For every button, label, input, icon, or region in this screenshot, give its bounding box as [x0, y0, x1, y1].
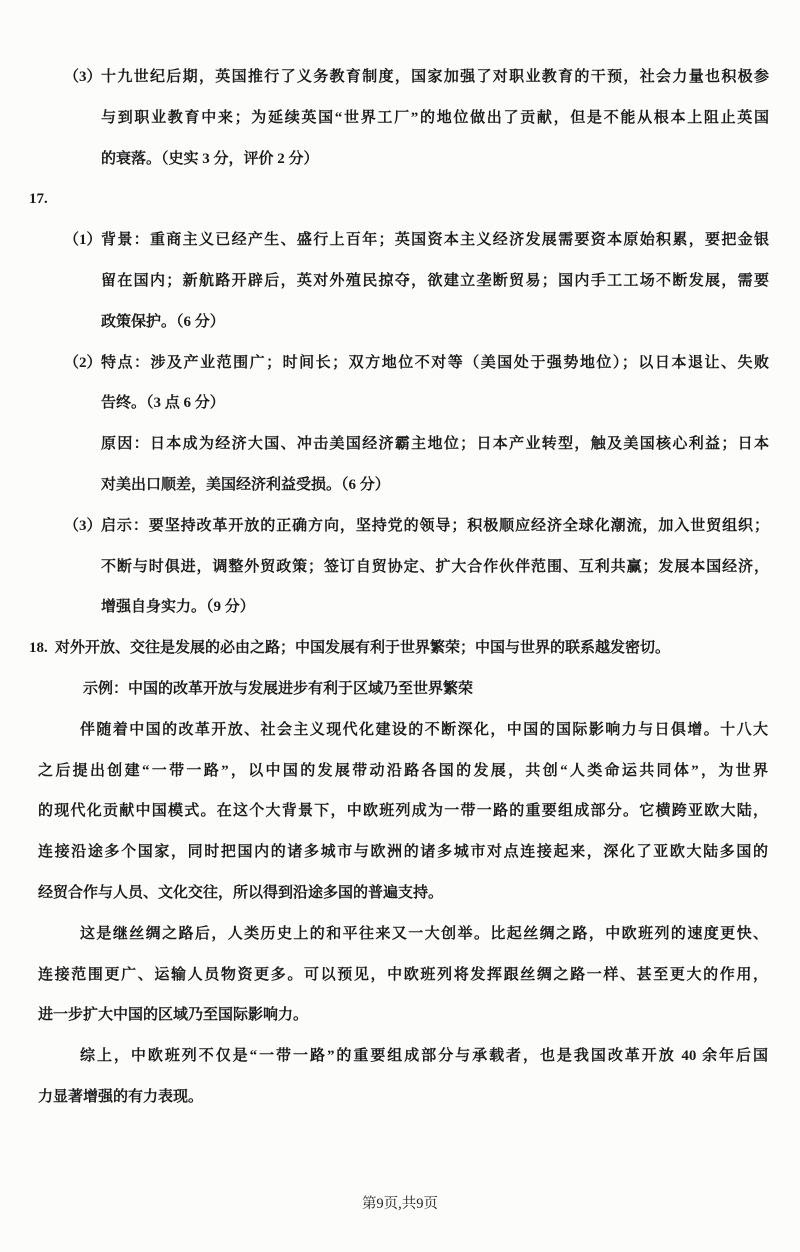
page-footer: [0, 1192, 800, 1213]
answer-line: 与到职业教育中来；为延续英国“世界工厂”的地位做出了贡献，但是不能从根本上阻止英国: [101, 109, 769, 126]
answer-18-example: 示例：中国的改革开放与发展进步有利于区域乃至世界繁荣: [83, 680, 474, 697]
answer-line: 增强自身实力。（9 分）: [101, 599, 255, 616]
essay-line: 这是继丝绸之路后，人类历史上的和平往来又一大创举。比起丝绸之路，中欧班列的速度更快、: [80, 925, 768, 942]
essay-line: 经贸合作与人员、文化交往，所以得到沿途多国的普遍支持。: [38, 884, 444, 901]
question-18-number: 18.: [29, 640, 48, 657]
essay-line: 进一步扩大中国的区域乃至国际影响力。: [38, 1007, 309, 1024]
question-17-number: 17.: [29, 191, 48, 208]
essay-line: 力显著增强的有力表现。: [38, 1088, 204, 1105]
answer-line: 启示：要坚持改革开放的正确方向，坚持党的领导；积极顺应经济全球化潮流，加入世贸组织；: [101, 517, 769, 534]
answer-line: 留在国内；新航路开辟后，英对外殖民掠夺，欲建立垄断贸易；国内手工工场不断发展，需要: [101, 272, 769, 289]
essay-line: 伴随着中国的改革开放、社会主义现代化建设的不断深化，中国的国际影响力与日俱增。十八大: [80, 721, 768, 738]
answer-line: 告终。（3 点 6 分）: [101, 395, 225, 412]
essay-line: 连接沿途多个国家，同时把国内的诸多城市与欧洲的诸多城市对点连接起来，深化了亚欧大陆多国的: [38, 844, 768, 861]
part-marker: （2）: [64, 354, 102, 371]
answer-line: 不断与时俱进，调整外贸政策；签订自贸协定、扩大合作伙伴范围、互利共赢；发展本国经济，: [101, 558, 769, 575]
answer-line: 特点：涉及产业范围广；时间长；双方地位不对等（美国处于强势地位）；以日本退让、失败: [101, 354, 769, 371]
part-marker: （1）: [64, 232, 102, 249]
answer-17-part-1: [64, 220, 769, 342]
answer-16-part-3: [64, 57, 769, 179]
answer-line: 对美出口顺差，美国经济利益受损。（6 分）: [101, 476, 390, 493]
answer-line: 的衰落。（史实 3 分，评价 2 分）: [101, 150, 319, 167]
page-indicator: 第9页,共9页: [361, 1196, 439, 1212]
answer-18-intro-text: 对外开放、交往是发展的必由之路；中国发展有利于世界繁荣；中国与世界的联系越发密切。: [55, 640, 671, 657]
answer-line: 原因：日本成为经济大国、冲击美国经济霸主地位；日本产业转型，触及美国核心利益；日本: [101, 436, 769, 453]
answer-17-part-2: [64, 343, 769, 506]
essay-line: 综上，中欧班列不仅是“一带一路”的重要组成部分与承载者，也是我国改革开放 40 余年后国: [80, 1048, 768, 1065]
part-marker: （3）: [64, 69, 102, 85]
essay-line: 连接范围更广、运输人员物资更多。可以预见，中欧班列将发挥跟丝绸之路一样、甚至更大的作用，: [38, 966, 768, 983]
essay-line: 的现代化贡献中国模式。在这个大背景下，中欧班列成为一带一路的重要组成部分。它横跨亚欧大陆，: [38, 803, 768, 820]
answer-line: 十九世纪后期，英国推行了义务教育制度，国家加强了对职业教育的干预，社会力量也积极参: [101, 69, 769, 85]
answer-18-intro: [29, 628, 800, 669]
answer-line: 背景：重商主义已经产生、盛行上百年；英国资本主义经济发展需要资本原始积累，要把金银: [101, 232, 769, 249]
essay-line: 之后提出创建“一带一路”，以中国的发展带动沿路各国的发展，共创“人类命运共同体”，为世界: [38, 762, 768, 779]
answer-17-part-3: [64, 506, 769, 628]
answer-line: 政策保护。（6 分）: [101, 313, 225, 330]
answer-18-essay: [38, 710, 768, 1118]
answers-content: [0, 57, 800, 1118]
part-marker: （3）: [64, 517, 102, 534]
